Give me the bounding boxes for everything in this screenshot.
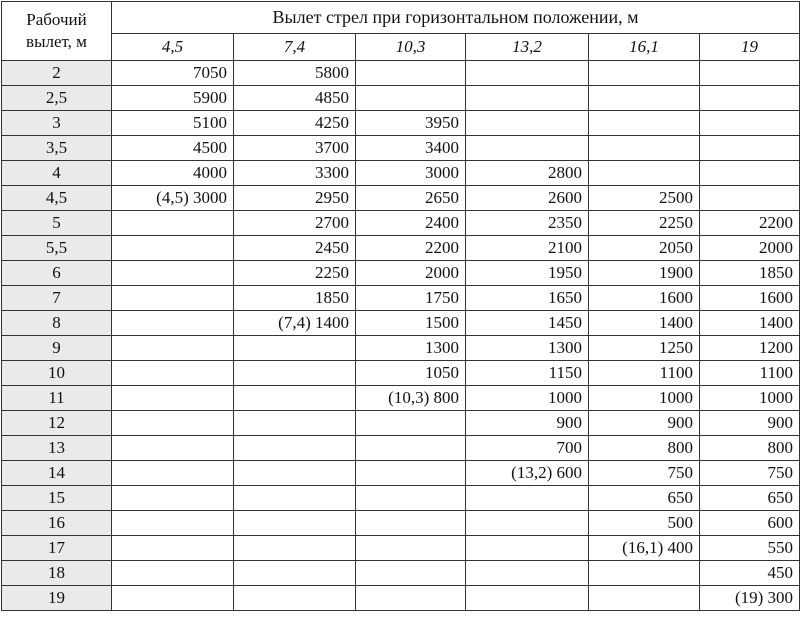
value-cell: 2250 [589, 211, 700, 236]
row-label-cell: 16 [2, 511, 112, 536]
value-cell: 1050 [356, 361, 466, 386]
header-boom-reach-title: Вылет стрел при горизонтальном положении, м [112, 2, 800, 34]
value-cell [112, 236, 234, 261]
row-label-cell: 10 [2, 361, 112, 386]
table-row [2, 136, 800, 161]
value-cell: 2200 [356, 236, 466, 261]
value-cell [356, 586, 466, 611]
value-cell: 1750 [356, 286, 466, 311]
value-cell: 3000 [356, 161, 466, 186]
value-cell: 1600 [589, 286, 700, 311]
row-label-cell: 4 [2, 161, 112, 186]
value-cell: 1500 [356, 311, 466, 336]
value-cell: 1300 [356, 336, 466, 361]
row-label-cell: 3,5 [2, 136, 112, 161]
value-cell: 2350 [466, 211, 589, 236]
value-cell: 550 [700, 536, 800, 561]
value-cell [356, 486, 466, 511]
value-cell [112, 461, 234, 486]
table-body [2, 61, 800, 611]
row-label-cell: 18 [2, 561, 112, 586]
value-cell [589, 561, 700, 586]
table-row [2, 411, 800, 436]
value-cell: 1300 [466, 336, 589, 361]
header-row-columns [2, 33, 800, 60]
table-row [2, 486, 800, 511]
value-cell [356, 436, 466, 461]
value-cell: (19) 300 [700, 586, 800, 611]
table-row [2, 311, 800, 336]
column-header-16-1: 16,1 [589, 33, 700, 60]
table-row [2, 461, 800, 486]
row-label-cell: 14 [2, 461, 112, 486]
value-cell [466, 536, 589, 561]
value-cell: 3400 [356, 136, 466, 161]
value-cell [112, 261, 234, 286]
table-row [2, 586, 800, 611]
value-cell [112, 586, 234, 611]
value-cell: 1900 [589, 261, 700, 286]
value-cell: (16,1) 400 [589, 536, 700, 561]
value-cell: 1000 [466, 386, 589, 411]
value-cell: 5100 [112, 111, 234, 136]
value-cell: 2000 [356, 261, 466, 286]
value-cell: 1650 [466, 286, 589, 311]
value-cell: 3950 [356, 111, 466, 136]
row-label-cell: 15 [2, 486, 112, 511]
row-label-cell: 8 [2, 311, 112, 336]
value-cell [466, 111, 589, 136]
value-cell: 1200 [700, 336, 800, 361]
table-row [2, 111, 800, 136]
value-cell [466, 586, 589, 611]
value-cell: 3700 [234, 136, 356, 161]
value-cell [700, 86, 800, 111]
value-cell [112, 211, 234, 236]
value-cell [112, 336, 234, 361]
corner-line-1: Рабочий [26, 10, 87, 29]
value-cell: (13,2) 600 [466, 461, 589, 486]
value-cell: 2200 [700, 211, 800, 236]
row-label-cell: 4,5 [2, 186, 112, 211]
value-cell [589, 136, 700, 161]
value-cell [112, 411, 234, 436]
column-header-19: 19 [700, 33, 800, 60]
value-cell [466, 86, 589, 111]
row-label-cell: 2 [2, 61, 112, 86]
column-header-10-3: 10,3 [356, 33, 466, 60]
value-cell: 4500 [112, 136, 234, 161]
table-row [2, 536, 800, 561]
value-cell: 1250 [589, 336, 700, 361]
row-label-cell: 6 [2, 261, 112, 286]
value-cell [234, 536, 356, 561]
row-label-cell: 3 [2, 111, 112, 136]
value-cell [356, 411, 466, 436]
column-header-7-4: 7,4 [234, 33, 356, 60]
value-cell: 450 [700, 561, 800, 586]
row-label-cell: 19 [2, 586, 112, 611]
value-cell [234, 511, 356, 536]
table-row [2, 286, 800, 311]
value-cell: 800 [589, 436, 700, 461]
value-cell: 7050 [112, 61, 234, 86]
table-row [2, 511, 800, 536]
column-header-13-2: 13,2 [466, 33, 589, 60]
value-cell: 900 [589, 411, 700, 436]
table-row [2, 186, 800, 211]
value-cell [589, 586, 700, 611]
value-cell [234, 361, 356, 386]
value-cell [356, 561, 466, 586]
value-cell: 4000 [112, 161, 234, 186]
value-cell: 700 [466, 436, 589, 461]
value-cell [589, 161, 700, 186]
header-corner-working-reach [2, 2, 112, 61]
value-cell [234, 436, 356, 461]
table-row [2, 161, 800, 186]
value-cell [112, 436, 234, 461]
value-cell: 1850 [700, 261, 800, 286]
corner-line-2: вылет, м [26, 32, 87, 51]
value-cell: 1000 [589, 386, 700, 411]
value-cell [700, 186, 800, 211]
value-cell [112, 386, 234, 411]
value-cell [356, 86, 466, 111]
value-cell [589, 111, 700, 136]
value-cell: 1000 [700, 386, 800, 411]
row-label-cell: 5 [2, 211, 112, 236]
value-cell: 800 [700, 436, 800, 461]
value-cell [234, 586, 356, 611]
table-row [2, 436, 800, 461]
value-cell: 4250 [234, 111, 356, 136]
table-row [2, 261, 800, 286]
table-row [2, 236, 800, 261]
value-cell: 1100 [700, 361, 800, 386]
table-row [2, 211, 800, 236]
table-row [2, 336, 800, 361]
value-cell: 2600 [466, 186, 589, 211]
value-cell: 900 [700, 411, 800, 436]
value-cell: 900 [466, 411, 589, 436]
value-cell: (4,5) 3000 [112, 186, 234, 211]
value-cell [466, 486, 589, 511]
value-cell [234, 561, 356, 586]
value-cell: 3300 [234, 161, 356, 186]
value-cell: 2950 [234, 186, 356, 211]
value-cell [234, 386, 356, 411]
value-cell [466, 61, 589, 86]
value-cell [356, 536, 466, 561]
value-cell: 2500 [589, 186, 700, 211]
row-label-cell: 7 [2, 286, 112, 311]
value-cell [356, 61, 466, 86]
value-cell [356, 461, 466, 486]
value-cell: 650 [700, 486, 800, 511]
value-cell: (7,4) 1400 [234, 311, 356, 336]
row-label-cell: 2,5 [2, 86, 112, 111]
value-cell: 2800 [466, 161, 589, 186]
value-cell: 1450 [466, 311, 589, 336]
value-cell: 2000 [700, 236, 800, 261]
value-cell: 1400 [589, 311, 700, 336]
value-cell: 2050 [589, 236, 700, 261]
value-cell [112, 486, 234, 511]
table-row [2, 86, 800, 111]
row-label-cell: 13 [2, 436, 112, 461]
value-cell: (10,3) 800 [356, 386, 466, 411]
value-cell [466, 136, 589, 161]
value-cell: 2450 [234, 236, 356, 261]
value-cell: 1600 [700, 286, 800, 311]
value-cell: 5900 [112, 86, 234, 111]
value-cell [112, 536, 234, 561]
value-cell [112, 361, 234, 386]
value-cell [234, 461, 356, 486]
value-cell: 2650 [356, 186, 466, 211]
row-label-cell: 17 [2, 536, 112, 561]
value-cell [112, 511, 234, 536]
value-cell [589, 86, 700, 111]
row-label-cell: 11 [2, 386, 112, 411]
value-cell: 2400 [356, 211, 466, 236]
row-label-cell: 9 [2, 336, 112, 361]
column-header-4-5: 4,5 [112, 33, 234, 60]
value-cell [700, 61, 800, 86]
value-cell: 500 [589, 511, 700, 536]
value-cell [112, 561, 234, 586]
value-cell: 2250 [234, 261, 356, 286]
value-cell [700, 136, 800, 161]
row-label-cell: 5,5 [2, 236, 112, 261]
value-cell [112, 311, 234, 336]
value-cell: 650 [589, 486, 700, 511]
value-cell: 4850 [234, 86, 356, 111]
value-cell: 1400 [700, 311, 800, 336]
value-cell [356, 511, 466, 536]
value-cell [589, 61, 700, 86]
value-cell [234, 336, 356, 361]
table-row [2, 561, 800, 586]
value-cell [466, 561, 589, 586]
value-cell: 5800 [234, 61, 356, 86]
header-row-title [2, 2, 800, 34]
row-label-cell: 12 [2, 411, 112, 436]
value-cell [700, 161, 800, 186]
table-row [2, 386, 800, 411]
value-cell [112, 286, 234, 311]
load-capacity-table [1, 1, 800, 611]
value-cell [234, 486, 356, 511]
value-cell: 2700 [234, 211, 356, 236]
value-cell: 750 [700, 461, 800, 486]
table-row [2, 61, 800, 86]
value-cell: 750 [589, 461, 700, 486]
table-row [2, 361, 800, 386]
value-cell [234, 411, 356, 436]
value-cell: 1850 [234, 286, 356, 311]
value-cell: 1100 [589, 361, 700, 386]
value-cell: 1150 [466, 361, 589, 386]
value-cell: 2100 [466, 236, 589, 261]
value-cell [466, 511, 589, 536]
value-cell [700, 111, 800, 136]
value-cell: 1950 [466, 261, 589, 286]
value-cell: 600 [700, 511, 800, 536]
